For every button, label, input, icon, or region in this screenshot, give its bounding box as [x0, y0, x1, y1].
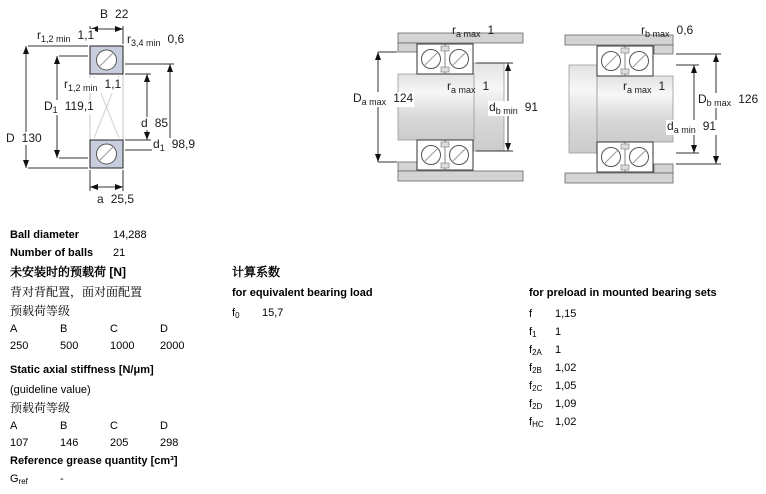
header-cell-a: A: [10, 420, 18, 432]
factor-fhc-value: 1,02: [555, 416, 577, 428]
drawing-single-bearing-section: [90, 46, 123, 168]
f0-label: $f_0$: [232, 307, 240, 320]
dim-label-D1: $D_1$ 119,1: [44, 99, 94, 115]
stiffness-header-row: [10, 420, 210, 433]
value-cell-d: 298: [160, 437, 179, 449]
factor-f2a-value: 1: [555, 344, 562, 356]
dim-label-ra-mid: $r_{a max}$ 1: [447, 79, 490, 95]
header-cell-d: D: [160, 420, 168, 432]
factor-f2a-label: $f_{2A}$: [529, 344, 542, 357]
factor-f1-value: 1: [555, 326, 562, 338]
stiffness-title: Static axial stiffness [N/μm]: [10, 364, 154, 376]
factor-f-label: f: [529, 308, 533, 320]
header-cell-d: D: [160, 323, 168, 335]
factor-f2b-label: $f_{2B}$: [529, 362, 542, 375]
dim-label-a: a 25,5: [97, 192, 135, 206]
preload-arrangement-subtitle: 背对背配置，面对面配置: [10, 285, 143, 299]
value-cell-b: 146: [60, 437, 79, 449]
value-cell-c: 1000: [110, 340, 135, 352]
value-cell-d: 2000: [160, 340, 185, 352]
f0-value: 15,7: [262, 307, 284, 319]
dim-label-r12-mid: $r_{1,2 min}$ 1,1: [64, 77, 122, 93]
dim-label-db: $d_{b min}$ 91: [489, 100, 539, 116]
preload-factors-title: for preload in mounted bearing sets: [529, 287, 717, 299]
number-of-balls-label: Number of balls: [10, 247, 94, 259]
value-cell-c: 205: [110, 437, 129, 449]
dim-label-da: $d_{a min}$ 91: [667, 119, 717, 135]
grease-ref-label: $G_{ref}$: [10, 473, 28, 486]
grease-ref-value: -: [60, 473, 64, 485]
dim-label-B: B 22: [100, 7, 129, 21]
factor-f2d-value: 1,09: [555, 398, 577, 410]
factor-f1-label: $f_1$: [529, 326, 537, 339]
dim-label-rb-top: $r_{b max}$ 0,6: [641, 23, 694, 39]
number-of-balls-value: 21: [113, 247, 126, 259]
dim-label-ra-mid-3: $r_{a max}$ 1: [623, 79, 666, 95]
dim-label-d: d 85: [141, 116, 169, 130]
factor-f2d-label: $f_{2D}$: [529, 398, 543, 411]
stiffness-subtitle: (guideline value): [10, 384, 91, 396]
factor-f2b-value: 1,02: [555, 362, 577, 374]
header-cell-b: B: [60, 323, 68, 335]
factor-f2c-value: 1,05: [555, 380, 577, 392]
dim-label-Da: $D_{a max}$ 124: [353, 91, 414, 107]
header-cell-b: B: [60, 420, 68, 432]
dim-label-d1: $d_1$ 98,9: [153, 137, 196, 153]
dim-label-Db: $D_{b max}$ 126: [698, 92, 759, 108]
value-cell-a: 250: [10, 340, 29, 352]
header-cell-c: C: [110, 323, 118, 335]
preload-class-header-row: [10, 323, 210, 336]
dim-label-D: D 130: [6, 131, 42, 145]
factor-fhc-label: $f_{HC}$: [529, 416, 544, 429]
value-cell-a: 107: [10, 437, 29, 449]
value-cell-b: 500: [60, 340, 79, 352]
ball-diameter-value: 14,288: [113, 229, 147, 241]
calc-factors-title: 计算系数: [232, 265, 281, 279]
factor-f2c-label: $f_{2C}$: [529, 380, 543, 393]
dimension-lines-drawing3: [676, 54, 721, 164]
stiffness-class-label: 预载荷等级: [10, 401, 71, 415]
dim-label-ra-top: $r_{a max}$ 1: [452, 23, 495, 39]
preload-unmounted-title: 未安装时的预载荷 [N]: [10, 265, 126, 279]
ball-diameter-label: Ball diameter: [10, 229, 80, 241]
dim-label-r12-top: $r_{1,2 min}$ 1,1: [37, 28, 95, 44]
grease-title: Reference grease quantity [cm³]: [10, 455, 178, 467]
dim-label-r34: $r_{3,4 min}$ 0,6: [127, 32, 185, 48]
header-cell-c: C: [110, 420, 118, 432]
preload-class-label: 预载荷等级: [10, 304, 71, 318]
header-cell-a: A: [10, 323, 18, 335]
preload-values-row: [10, 340, 210, 353]
drawing-mounted-set-b: [565, 35, 673, 183]
factor-f-value: 1,15: [555, 308, 577, 320]
equiv-load-title: for equivalent bearing load: [232, 287, 373, 299]
stiffness-values-row: [10, 437, 210, 450]
